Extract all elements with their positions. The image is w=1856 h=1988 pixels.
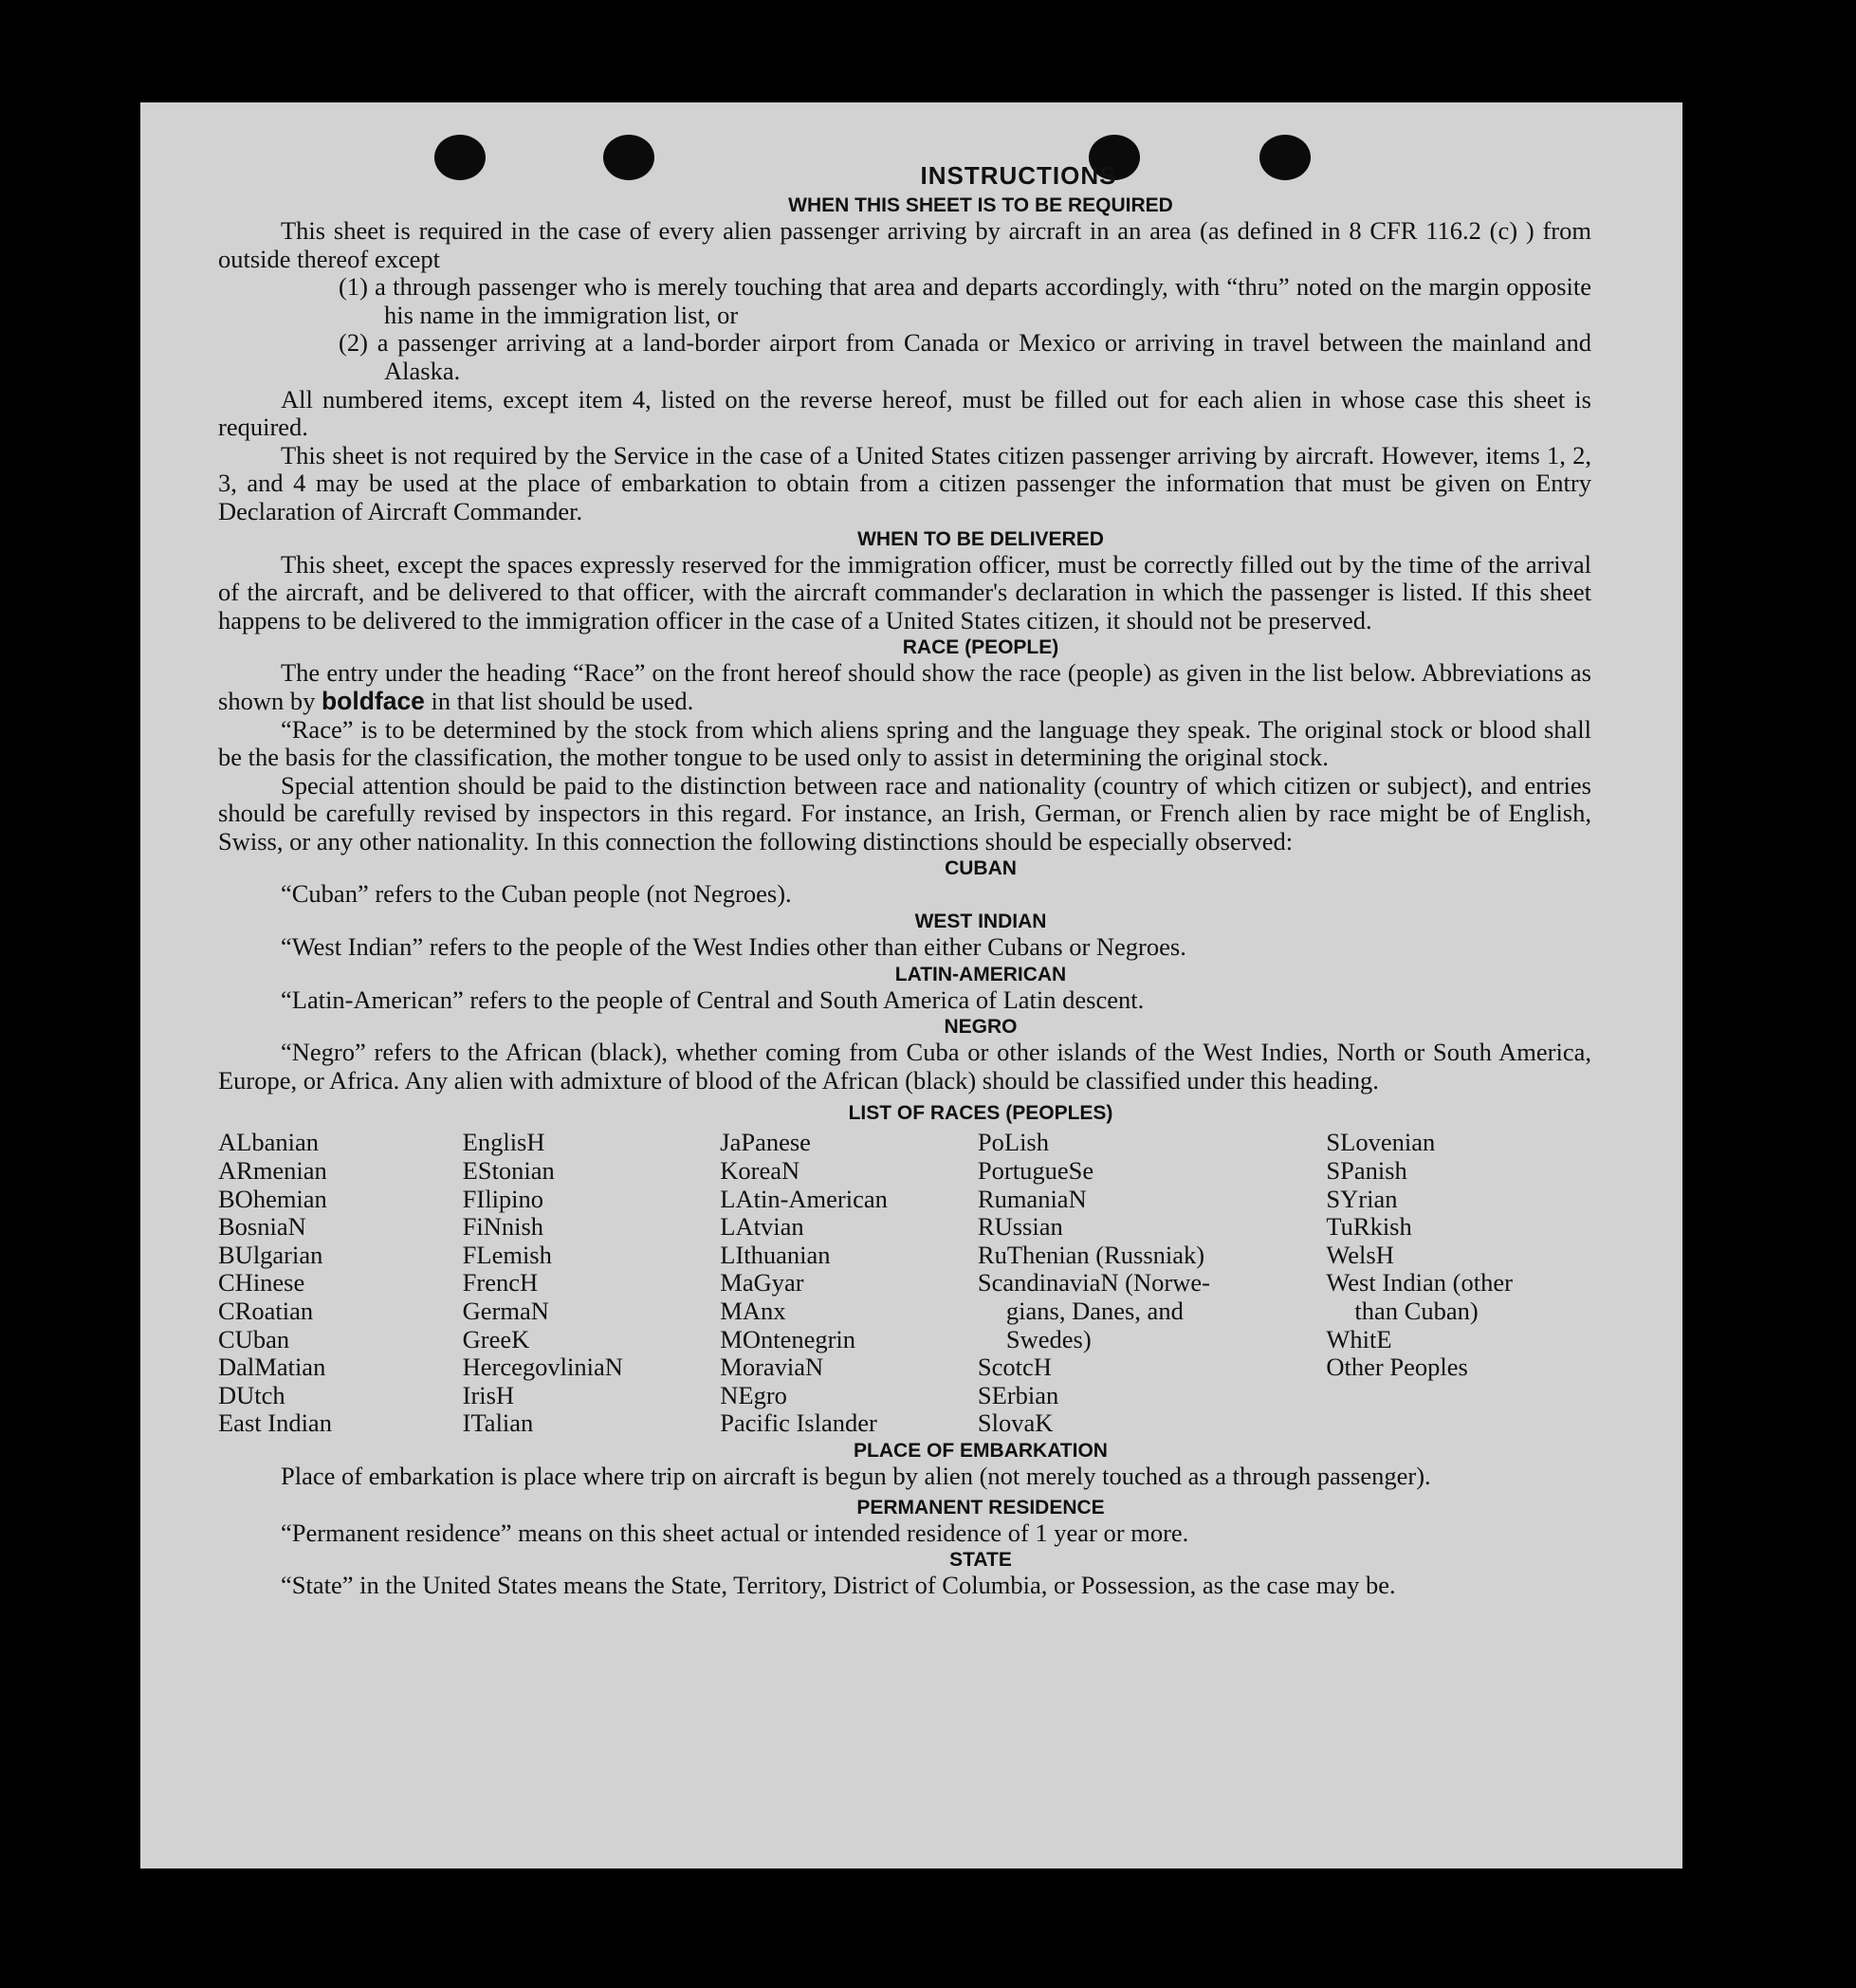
race-entry: BOhemian bbox=[218, 1184, 327, 1213]
race-entry: SErbian bbox=[977, 1380, 1059, 1409]
race-entry: SYrian bbox=[1326, 1184, 1398, 1213]
race-column bbox=[218, 1129, 463, 1438]
race-entry: ITalian bbox=[462, 1408, 534, 1438]
race-entry: JaPanese bbox=[720, 1128, 811, 1157]
paragraph: All numbered items, except item 4, listed on the reverse hereof, must be filled out for each alien in whose case this sheet is required. bbox=[218, 384, 1591, 442]
paragraph: Place of embarkation is place where trip on aircraft is begun by alien (not merely touched as a through passenger). bbox=[281, 1461, 1431, 1490]
paragraph: “West Indian” refers to the people of the West Indies other than either Cubans or Negroes. bbox=[281, 932, 1186, 962]
paragraph: This sheet is required in the case of every alien passenger arriving by aircraft in an area (as defined in 8 CFR 116.2 (c) ) from outside thereof except bbox=[218, 216, 1591, 273]
document-title: INSTRUCTIONS bbox=[920, 161, 1117, 190]
heading-race: RACE (PEOPLE) bbox=[902, 636, 1059, 659]
heading-list-of-races: LIST OF RACES (PEOPLES) bbox=[848, 1102, 1113, 1125]
paragraph: This sheet is not required by the Service in the case of a United States citizen passenger arriving by aircraft. However, items 1, 2, 3, and 4 may be used at the place of embarkation to obtain from a citizen passenger the information that must be given on Entry Declaration of Aircraft Commander. bbox=[218, 440, 1591, 525]
race-entry: FrencH bbox=[462, 1268, 539, 1298]
text-run: in that list should be used. bbox=[424, 686, 694, 715]
paragraph: “State” in the United States means the State, Territory, District of Columbia, or Possession, as the case may be. bbox=[281, 1571, 1396, 1600]
heading-west-indian: WEST INDIAN bbox=[914, 911, 1047, 933]
race-entry: KoreaN bbox=[720, 1156, 800, 1186]
race-entry: IrisH bbox=[462, 1380, 515, 1409]
race-entry: LAtin-American bbox=[720, 1184, 888, 1213]
race-entry: ScandinaviaN (Norwe- bbox=[977, 1268, 1210, 1298]
list-item: (2) a passenger arriving at a land-border airport from Canada or Mexico or arriving in travel between the mainland and Alaska. bbox=[339, 328, 1591, 385]
race-entry: CUban bbox=[218, 1324, 290, 1353]
paragraph: Special attention should be paid to the distinction between race and nationality (country of which citizen or subject), and entries should be carefully revised by inspectors in this regard. For instance, an Irish, German, or French alien by race might be of English, Swiss, or any other nationality. In this connection the following distinctions should be especially observed: bbox=[218, 770, 1591, 856]
race-entry: West Indian (other bbox=[1326, 1268, 1513, 1298]
race-entry: NEgro bbox=[720, 1380, 787, 1409]
race-entry: DalMatian bbox=[218, 1353, 326, 1382]
race-entry: TuRkish bbox=[1326, 1212, 1412, 1242]
race-entry: GreeK bbox=[462, 1324, 530, 1353]
race-entry: WhitE bbox=[1326, 1324, 1392, 1353]
text-run: The entry under the heading “Race” on the front hereof should show the race (people) as given in the list below. Abbreviations as shown by bbox=[218, 658, 1591, 715]
paragraph: “Permanent residence” means on this sheet actual or intended residence of 1 year or more. bbox=[281, 1518, 1189, 1547]
race-entry: Other Peoples bbox=[1326, 1353, 1468, 1382]
paragraph: “Latin-American” refers to the people of Central and South America of Latin descent. bbox=[281, 985, 1145, 1014]
race-entry: RuThenian (Russniak) bbox=[977, 1240, 1205, 1269]
race-entry: ARmenian bbox=[218, 1156, 327, 1186]
heading-negro: NEGRO bbox=[944, 1016, 1018, 1039]
race-entry: MaGyar bbox=[720, 1268, 804, 1298]
race-entry: SLovenian bbox=[1326, 1128, 1436, 1157]
heading-embarkation: PLACE OF EMBARKATION bbox=[854, 1439, 1108, 1462]
race-entry: MoraviaN bbox=[720, 1353, 824, 1382]
race-entry: GermaN bbox=[462, 1297, 549, 1325]
race-entry: LIthuanian bbox=[720, 1240, 831, 1269]
paragraph bbox=[218, 659, 1591, 715]
race-entry: EnglisH bbox=[462, 1128, 545, 1157]
heading-latin-american: LATIN-AMERICAN bbox=[894, 963, 1067, 985]
paragraph: “Cuban” refers to the Cuban people (not Negroes). bbox=[281, 879, 792, 909]
race-entry: FiNnish bbox=[462, 1212, 544, 1242]
race-entry: SlovaK bbox=[977, 1408, 1054, 1438]
race-entry: MOntenegrin bbox=[720, 1324, 856, 1353]
race-entry: ScotcH bbox=[977, 1353, 1052, 1382]
race-entry: SPanish bbox=[1326, 1156, 1407, 1186]
document-sheet bbox=[140, 102, 1682, 1868]
heading-when-required: WHEN THIS SHEET IS TO BE REQUIRED bbox=[788, 194, 1173, 216]
race-list bbox=[218, 1129, 1591, 1438]
race-entry: FIlipino bbox=[462, 1184, 544, 1213]
race-entry: ALbanian bbox=[218, 1128, 319, 1157]
race-entry: LAtvian bbox=[720, 1212, 804, 1242]
race-entry: BosniaN bbox=[218, 1212, 306, 1242]
race-entry: RUssian bbox=[977, 1212, 1063, 1242]
race-column bbox=[463, 1129, 721, 1438]
race-entry: BUlgarian bbox=[218, 1240, 323, 1269]
race-entry: PortugueSe bbox=[977, 1156, 1094, 1186]
race-entry: MAnx bbox=[720, 1297, 786, 1325]
race-entry: East Indian bbox=[218, 1408, 332, 1438]
race-entry: EStonian bbox=[462, 1156, 555, 1186]
race-entry: DUtch bbox=[218, 1380, 285, 1409]
race-entry: gians, Danes, and bbox=[1005, 1297, 1184, 1325]
race-entry: FLemish bbox=[462, 1240, 552, 1269]
race-column bbox=[1326, 1129, 1591, 1438]
race-entry: RumaniaN bbox=[977, 1184, 1087, 1213]
paragraph: This sheet, except the spaces expressly reserved for the immigration officer, must be correctly filled out by the time of the arrival of the aircraft, and be delivered to that officer, with the aircraft commander's declaration in which the passenger is listed. If this sheet happens to be delivered to the immigration officer in the case of a United States citizen, it should not be preserved. bbox=[218, 549, 1591, 635]
paragraph: “Negro” refers to the African (black), whether coming from Cuba or other islands of the West Indies, North or South America, Europe, or Africa. Any alien with admixture of blood of the African (black) should be classified under this heading. bbox=[218, 1038, 1591, 1095]
race-entry: than Cuban) bbox=[1354, 1297, 1479, 1325]
heading-cuban: CUBAN bbox=[945, 857, 1017, 880]
heading-when-delivered: WHEN TO BE DELIVERED bbox=[857, 527, 1104, 550]
race-entry: HercegovliniaN bbox=[462, 1353, 623, 1382]
boldface-word: boldface bbox=[321, 686, 425, 715]
paragraph: “Race” is to be determined by the stock from which aliens spring and the language they speak. The original stock or blood shall be the basis for the classification, the mother tongue to be used only to assist in determining the original stock. bbox=[218, 714, 1591, 772]
list-item: (1) a through passenger who is merely touching that area and departs accordingly, with “thru” noted on the margin opposite his name in the immigration list, or bbox=[339, 272, 1591, 329]
race-entry: Pacific Islander bbox=[720, 1408, 877, 1438]
race-entry: WelsH bbox=[1326, 1240, 1394, 1269]
race-entry: PoLish bbox=[977, 1128, 1049, 1157]
race-entry: CHinese bbox=[218, 1268, 305, 1298]
race-column bbox=[720, 1129, 978, 1438]
race-entry: CRoatian bbox=[218, 1297, 314, 1325]
heading-state: STATE bbox=[949, 1549, 1012, 1572]
heading-permanent-residence: PERMANENT RESIDENCE bbox=[856, 1496, 1105, 1519]
race-column bbox=[978, 1129, 1327, 1438]
race-entry: Swedes) bbox=[1005, 1324, 1092, 1353]
